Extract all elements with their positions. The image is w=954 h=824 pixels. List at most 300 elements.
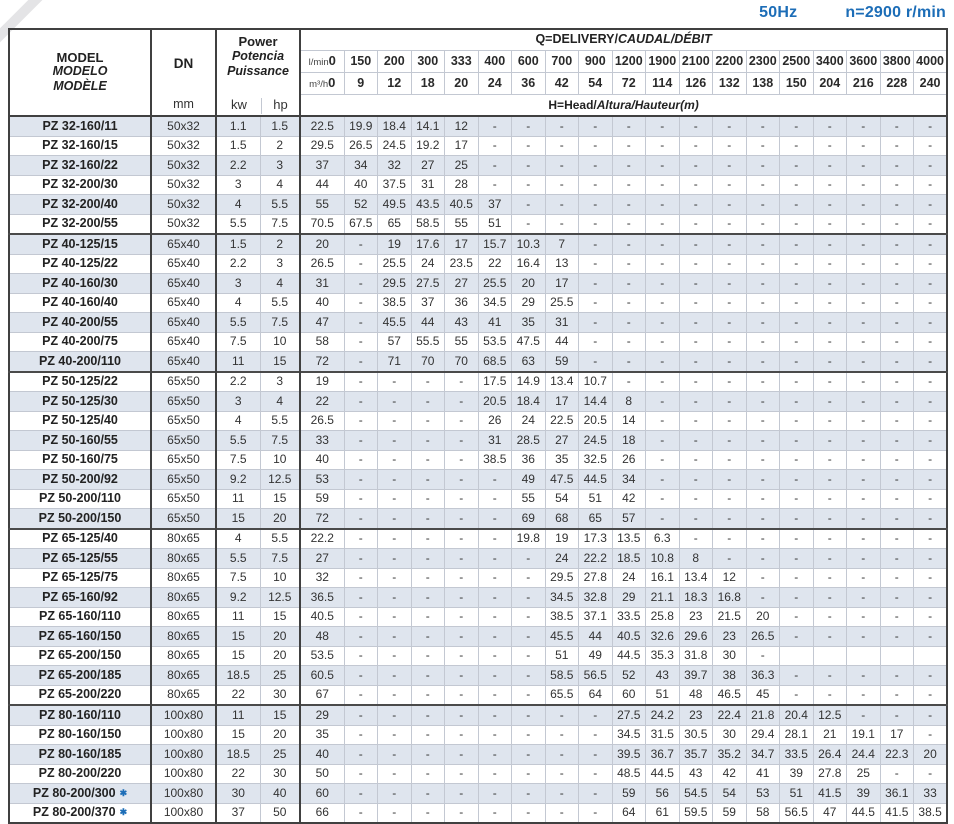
head-value-cell: 34 <box>344 156 378 176</box>
head-value-cell: 29.5 <box>378 274 412 294</box>
head-value-cell: - <box>880 313 914 333</box>
head-value-cell: - <box>813 332 847 352</box>
head-value-cell: - <box>646 195 680 215</box>
head-value-cell: - <box>411 666 445 686</box>
head-value-cell: - <box>579 725 613 745</box>
head-value-cell: - <box>746 588 780 608</box>
hp-cell: 5.5 <box>260 195 300 215</box>
head-value-cell: - <box>411 745 445 765</box>
head-value-cell: - <box>880 392 914 412</box>
frequency-label: 50Hz <box>759 4 798 21</box>
head-value-cell: - <box>746 509 780 529</box>
head-value-cell: - <box>411 607 445 627</box>
head-value-cell: 18 <box>612 431 646 451</box>
head-value-cell: - <box>445 784 479 804</box>
hp-cell: 5.5 <box>260 411 300 431</box>
head-value-cell: - <box>679 234 713 254</box>
head-value-cell: 27 <box>411 156 445 176</box>
head-value-cell: - <box>411 588 445 608</box>
head-value-cell: 47.5 <box>545 470 579 490</box>
head-value-cell: - <box>847 175 881 195</box>
table-row <box>9 529 947 549</box>
head-value-cell: - <box>713 392 747 412</box>
head-value-cell: 55 <box>300 195 344 215</box>
head-value-cell: 26.5 <box>746 627 780 647</box>
head-value-cell: 33.5 <box>780 745 814 765</box>
head-value-cell: - <box>344 352 378 372</box>
head-value-cell: 22.2 <box>300 529 344 549</box>
head-value-cell: - <box>512 195 546 215</box>
head-value-cell: - <box>445 627 479 647</box>
head-value-cell: - <box>880 450 914 470</box>
kw-cell: 22 <box>216 764 260 784</box>
head-value-cell: - <box>813 470 847 490</box>
head-value-cell: 34 <box>612 470 646 490</box>
kw-cell: 4 <box>216 293 260 313</box>
head-value-cell: 40.5 <box>612 627 646 647</box>
head-value-cell: - <box>478 175 512 195</box>
dn-cell: 100x80 <box>151 784 216 804</box>
model-name: PZ 65-125/55 <box>42 550 118 565</box>
head-value-cell: - <box>512 646 546 666</box>
head-value-cell: - <box>847 588 881 608</box>
model-name: PZ 32-160/11 <box>42 118 118 133</box>
table-row <box>9 745 947 765</box>
head-value-cell: - <box>478 607 512 627</box>
head-value-cell: - <box>344 431 378 451</box>
model-cell <box>9 549 151 569</box>
head-value-cell: 34.5 <box>612 725 646 745</box>
head-value-cell: 27.5 <box>411 274 445 294</box>
head-value-cell: 53 <box>746 784 780 804</box>
head-value-cell: - <box>880 607 914 627</box>
head-value-cell: 38 <box>713 666 747 686</box>
head-value-cell: 18.3 <box>679 588 713 608</box>
head-value-cell: - <box>378 685 412 705</box>
head-value-cell: - <box>880 685 914 705</box>
head-value-cell: - <box>545 725 579 745</box>
head-value-cell: 64 <box>579 685 613 705</box>
head-value-cell: - <box>646 175 680 195</box>
head-value-cell: - <box>679 136 713 156</box>
m3h-value-header: 12 <box>378 73 412 95</box>
dn-column-header <box>151 29 216 116</box>
head-value-cell: - <box>914 450 948 470</box>
head-value-cell: - <box>411 568 445 588</box>
model-name: PZ 80-160/185 <box>38 746 122 761</box>
head-value-cell: 20 <box>914 745 948 765</box>
head-value-cell: 37.1 <box>579 607 613 627</box>
head-value-cell: - <box>914 529 948 549</box>
head-value-cell: - <box>344 725 378 745</box>
head-value-cell: 68.5 <box>478 352 512 372</box>
power-header-line: Power <box>238 34 278 49</box>
lmin-value-header: 200 <box>378 51 412 73</box>
head-value-cell: - <box>344 627 378 647</box>
head-value-cell: 29 <box>512 293 546 313</box>
head-value-cell: 20.5 <box>579 411 613 431</box>
power-column-header <box>216 29 300 116</box>
head-value-cell: 32.6 <box>646 627 680 647</box>
dn-cell: 65x40 <box>151 332 216 352</box>
head-value-cell: 58.5 <box>545 666 579 686</box>
m3h-value-header: 204 <box>813 73 847 95</box>
head-value-cell: 17 <box>445 234 479 254</box>
head-value-cell: - <box>579 136 613 156</box>
kw-cell: 4 <box>216 195 260 215</box>
head-value-cell: - <box>612 293 646 313</box>
head-value-cell: - <box>478 156 512 176</box>
head-value-cell: - <box>411 470 445 490</box>
head-value-cell: 44 <box>411 313 445 333</box>
hp-cell: 30 <box>260 685 300 705</box>
head-value-cell: 31 <box>300 274 344 294</box>
head-value-cell: - <box>847 705 881 725</box>
head-value-cell: 31 <box>545 313 579 333</box>
head-value-cell: 20.4 <box>780 705 814 725</box>
lmin-zero-header <box>300 51 344 73</box>
head-value-cell: 34.7 <box>746 745 780 765</box>
power-header-line: Puissance <box>227 63 289 78</box>
head-value-cell: 65 <box>378 214 412 234</box>
table-row <box>9 784 947 804</box>
dn-cell: 65x40 <box>151 234 216 254</box>
lmin-value-header: 1900 <box>646 51 680 73</box>
dn-cell: 65x40 <box>151 254 216 274</box>
head-value-cell: - <box>746 274 780 294</box>
head-value-cell: - <box>411 450 445 470</box>
m3h-value-header: 240 <box>919 75 941 90</box>
dn-cell: 50x32 <box>151 214 216 234</box>
head-value-cell: 52 <box>612 666 646 686</box>
head-value-cell: - <box>813 685 847 705</box>
head-value-cell: - <box>411 549 445 569</box>
head-value-cell: - <box>344 529 378 549</box>
head-value-cell: - <box>679 156 713 176</box>
head-value-cell: - <box>512 666 546 686</box>
head-value-cell: 24 <box>612 568 646 588</box>
head-value-cell: 29.6 <box>679 627 713 647</box>
head-value-cell: 24.5 <box>378 136 412 156</box>
head-value-cell: - <box>612 234 646 254</box>
head-value-cell: 30 <box>713 725 747 745</box>
model-cell <box>9 274 151 294</box>
head-value-cell: - <box>914 568 948 588</box>
model-name: PZ 80-200/300 <box>32 785 116 800</box>
head-value-cell: - <box>780 666 814 686</box>
head-value-cell: - <box>880 627 914 647</box>
head-value-cell: - <box>813 411 847 431</box>
table-row <box>9 293 947 313</box>
model-name: PZ 32-200/40 <box>42 196 118 211</box>
head-value-cell: - <box>813 549 847 569</box>
head-value-cell: 44 <box>545 332 579 352</box>
hp-cell: 7.5 <box>260 549 300 569</box>
head-value-cell: 43 <box>445 313 479 333</box>
head-value-cell: - <box>344 332 378 352</box>
head-value-cell: 26.5 <box>300 411 344 431</box>
model-cell <box>9 784 151 804</box>
head-units-header <box>300 95 947 117</box>
head-value-cell: - <box>813 156 847 176</box>
head-value-cell: 23 <box>713 627 747 647</box>
model-cell <box>9 705 151 725</box>
head-value-cell: - <box>880 156 914 176</box>
head-value-cell: - <box>914 136 948 156</box>
head-value-cell: 12 <box>445 116 479 136</box>
head-value-cell: - <box>445 549 479 569</box>
head-value-cell: 10.8 <box>646 549 680 569</box>
head-value-cell: 53.5 <box>300 646 344 666</box>
head-value-cell: 14.4 <box>579 392 613 412</box>
model-name: PZ 65-160/92 <box>42 589 118 604</box>
dn-cell: 100x80 <box>151 705 216 725</box>
table-row <box>9 411 947 431</box>
head-value-cell: 37 <box>478 195 512 215</box>
head-value-cell: - <box>411 764 445 784</box>
kw-cell: 11 <box>216 352 260 372</box>
head-value-cell: 25.5 <box>378 254 412 274</box>
head-value-cell: - <box>880 274 914 294</box>
head-value-cell: - <box>646 274 680 294</box>
head-value-cell: 54 <box>545 489 579 509</box>
head-value-cell: - <box>746 431 780 451</box>
head-value-cell: - <box>512 588 546 608</box>
head-value-cell: - <box>847 372 881 392</box>
head-value-cell: - <box>512 175 546 195</box>
head-value-cell: - <box>378 725 412 745</box>
model-column-header <box>9 29 151 116</box>
table-row <box>9 705 947 725</box>
table-row <box>9 509 947 529</box>
head-value-cell: - <box>746 352 780 372</box>
head-value-cell: - <box>579 274 613 294</box>
head-value-cell: - <box>646 509 680 529</box>
head-value-cell: 40 <box>300 450 344 470</box>
head-value-cell: 24 <box>411 254 445 274</box>
head-value-cell: - <box>512 136 546 156</box>
head-value-cell: - <box>847 489 881 509</box>
head-value-cell: 19.8 <box>512 529 546 549</box>
model-name: PZ 80-160/150 <box>38 727 122 742</box>
head-value-cell: 58 <box>746 803 780 823</box>
dn-cell: 80x65 <box>151 529 216 549</box>
model-name: PZ 50-160/55 <box>42 432 118 447</box>
head-value-cell: - <box>579 313 613 333</box>
model-cell <box>9 175 151 195</box>
head-value-cell: - <box>914 116 948 136</box>
table-row <box>9 274 947 294</box>
head-value-cell: 27.8 <box>579 568 613 588</box>
model-name: PZ 65-200/220 <box>38 687 122 702</box>
model-name: PZ 50-125/40 <box>42 413 118 428</box>
head-value-cell: - <box>780 549 814 569</box>
kw-cell: 4 <box>216 411 260 431</box>
head-value-cell: 59.5 <box>679 803 713 823</box>
head-value-cell: 8 <box>679 549 713 569</box>
head-value-cell: - <box>847 666 881 686</box>
lmin-value-header: 4000 <box>914 51 948 73</box>
head-value-cell: - <box>579 195 613 215</box>
m3h-value-header: 18 <box>411 73 445 95</box>
model-name: PZ 65-125/40 <box>42 531 118 546</box>
head-value-cell: 47.5 <box>512 332 546 352</box>
head-value-cell: - <box>411 646 445 666</box>
model-cell <box>9 588 151 608</box>
head-value-cell: 35.2 <box>713 745 747 765</box>
head-value-cell: 51 <box>545 646 579 666</box>
table-row <box>9 489 947 509</box>
head-value-cell: - <box>679 214 713 234</box>
model-cell <box>9 666 151 686</box>
head-value-cell: - <box>847 136 881 156</box>
hp-cell: 25 <box>260 745 300 765</box>
kw-unit-label: kw <box>231 97 247 113</box>
head-value-cell: 43 <box>646 666 680 686</box>
hp-cell: 25 <box>260 666 300 686</box>
head-value-cell: - <box>679 313 713 333</box>
table-row <box>9 313 947 333</box>
hp-cell: 20 <box>260 509 300 529</box>
head-value-cell: 29.5 <box>545 568 579 588</box>
head-value-cell: 27.5 <box>612 705 646 725</box>
head-value-cell: 28.5 <box>512 431 546 451</box>
table-row <box>9 764 947 784</box>
head-value-cell: 39 <box>780 764 814 784</box>
head-value-cell: - <box>411 372 445 392</box>
head-value-cell: - <box>780 392 814 412</box>
head-value-cell: - <box>813 116 847 136</box>
head-value-cell: 32 <box>378 156 412 176</box>
head-value-cell: - <box>411 705 445 725</box>
model-name: PZ 40-200/75 <box>42 334 118 349</box>
head-value-cell: - <box>713 352 747 372</box>
head-value-cell: - <box>713 509 747 529</box>
model-name: PZ 80-200/220 <box>38 766 122 781</box>
head-value-cell: - <box>646 254 680 274</box>
head-value-cell: - <box>579 175 613 195</box>
head-value-cell: - <box>612 372 646 392</box>
head-value-cell: - <box>914 705 948 725</box>
model-cell <box>9 411 151 431</box>
head-value-cell: - <box>579 745 613 765</box>
head-value-cell: - <box>880 195 914 215</box>
head-value-cell: - <box>378 568 412 588</box>
head-value-cell: 39.7 <box>679 666 713 686</box>
head-value-cell: - <box>847 392 881 412</box>
head-value-cell: - <box>780 313 814 333</box>
head-value-cell: - <box>445 588 479 608</box>
head-value-cell: 30.5 <box>679 725 713 745</box>
head-value-cell: - <box>612 332 646 352</box>
head-value-cell: - <box>679 293 713 313</box>
head-value-cell: - <box>679 489 713 509</box>
head-value-cell: 28 <box>445 175 479 195</box>
head-value-cell: - <box>847 529 881 549</box>
head-value-cell: 31.8 <box>679 646 713 666</box>
head-value-cell: 20 <box>300 234 344 254</box>
head-value-cell: - <box>813 313 847 333</box>
head-value-cell: 27 <box>445 274 479 294</box>
head-value-cell: 41 <box>746 764 780 784</box>
kw-cell: 3 <box>216 175 260 195</box>
head-value-cell: - <box>378 392 412 412</box>
head-value-cell: 70 <box>445 352 479 372</box>
kw-cell: 15 <box>216 646 260 666</box>
head-value-cell: - <box>847 254 881 274</box>
lmin-value-header: 333 <box>445 51 479 73</box>
head-value-cell: 49 <box>579 646 613 666</box>
m3h-value-header: 20 <box>445 73 479 95</box>
head-value-cell: 29.4 <box>746 725 780 745</box>
head-value-cell: 23 <box>679 705 713 725</box>
head-value-cell: - <box>914 274 948 294</box>
head-value-cell: - <box>378 784 412 804</box>
head-value-cell: - <box>579 764 613 784</box>
head-value-cell: - <box>713 411 747 431</box>
head-value-cell: 40.5 <box>300 607 344 627</box>
table-row <box>9 332 947 352</box>
head-value-cell: 45 <box>746 685 780 705</box>
head-value-cell: - <box>813 627 847 647</box>
head-value-cell: 43.5 <box>411 195 445 215</box>
kw-cell: 4 <box>216 529 260 549</box>
head-value-cell: 10.7 <box>579 372 613 392</box>
model-name: PZ 50-125/30 <box>42 393 118 408</box>
head-value-cell: 22.5 <box>300 116 344 136</box>
head-value-cell: 44.5 <box>847 803 881 823</box>
head-value-cell: 48 <box>679 685 713 705</box>
head-value-cell: - <box>813 352 847 372</box>
head-value-cell: - <box>378 489 412 509</box>
head-value-cell: - <box>612 274 646 294</box>
head-value-cell: - <box>646 352 680 372</box>
head-value-cell: - <box>914 627 948 647</box>
model-name: PZ 32-160/22 <box>42 157 118 172</box>
model-name: PZ 40-200/55 <box>42 314 118 329</box>
head-value-cell: - <box>813 195 847 215</box>
head-value-cell: - <box>880 175 914 195</box>
head-value-cell: - <box>378 549 412 569</box>
head-value-cell: - <box>579 352 613 372</box>
head-value-cell: 19 <box>545 529 579 549</box>
head-value-cell: - <box>780 214 814 234</box>
head-value-cell: - <box>579 705 613 725</box>
hp-cell: 30 <box>260 764 300 784</box>
model-header-line: MODELO <box>52 64 108 79</box>
model-cell <box>9 646 151 666</box>
head-value-cell: - <box>646 116 680 136</box>
kw-cell: 15 <box>216 627 260 647</box>
head-value-cell: - <box>713 549 747 569</box>
head-value-cell: 16.8 <box>713 588 747 608</box>
model-name: PZ 65-160/150 <box>38 628 122 643</box>
head-value-cell: - <box>344 666 378 686</box>
model-cell <box>9 745 151 765</box>
head-value-cell: - <box>780 254 814 274</box>
hp-cell: 1.5 <box>260 116 300 136</box>
head-value-cell: - <box>378 646 412 666</box>
head-value-cell: - <box>713 489 747 509</box>
kw-cell: 7.5 <box>216 332 260 352</box>
lmin-value-header: 300 <box>411 51 445 73</box>
hp-cell: 7.5 <box>260 431 300 451</box>
head-value-cell: - <box>914 411 948 431</box>
head-value-cell: - <box>813 529 847 549</box>
head-value-cell: - <box>378 372 412 392</box>
m3h-value-header: 72 <box>612 73 646 95</box>
head-value-cell: - <box>880 214 914 234</box>
